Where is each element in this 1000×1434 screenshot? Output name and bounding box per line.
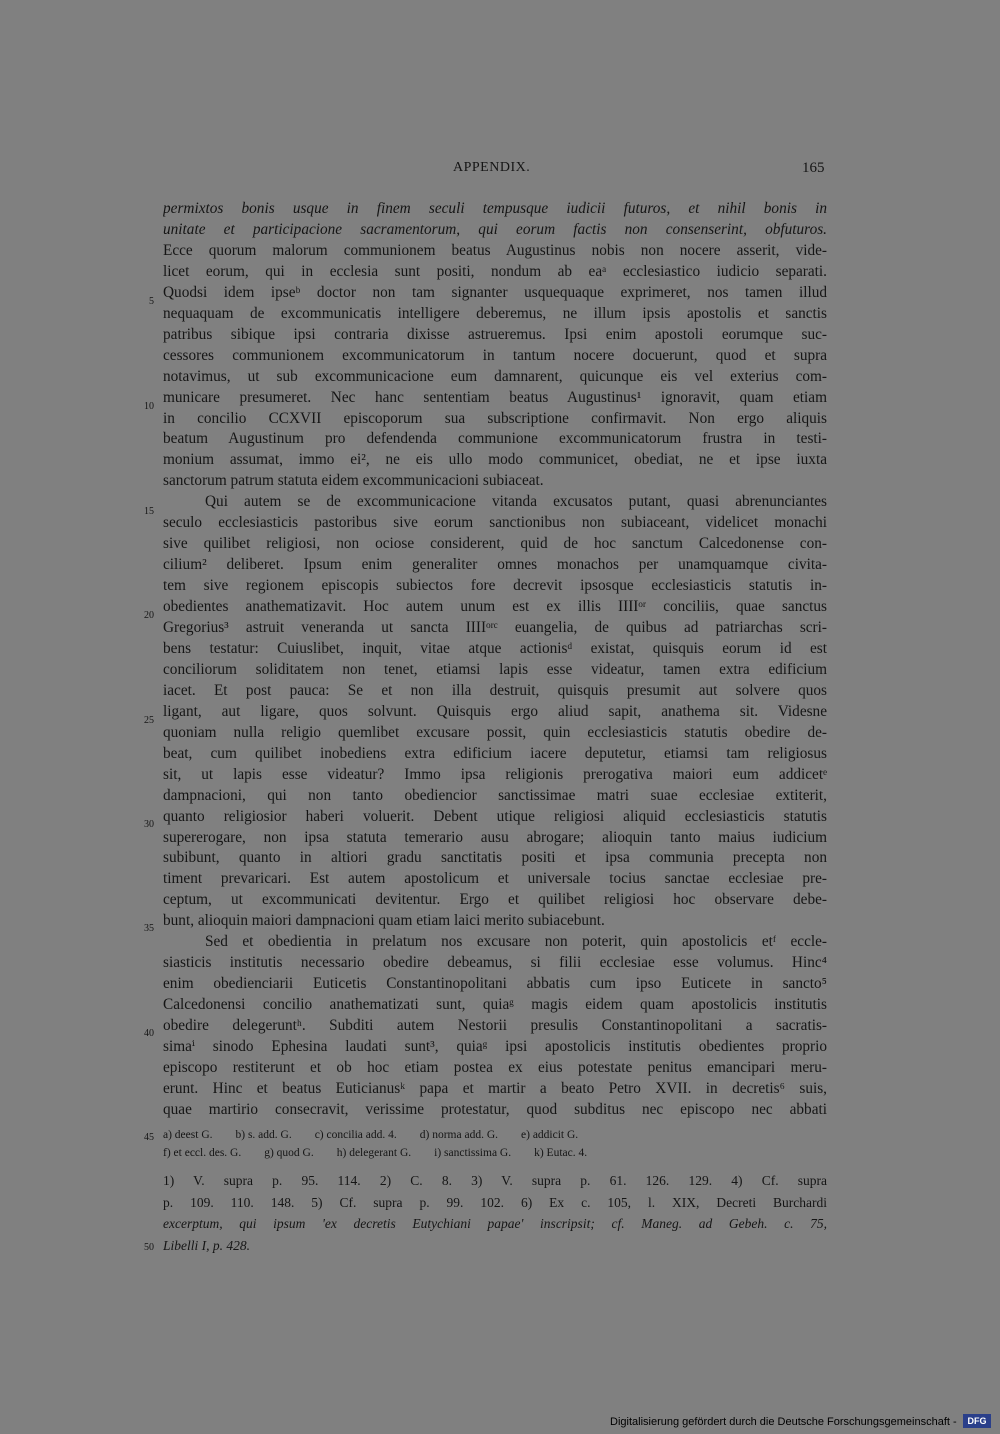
text-line: dampnacioni, qui non tanto obediencior sanctissimae matri suae ecclesiae extiterit, bbox=[163, 786, 827, 804]
line-number: 25 bbox=[144, 715, 154, 726]
text-line: patribus sibique ipsi contraria dixisse astrueremus. Ipsi enim apostoli eorumque suc- bbox=[163, 325, 827, 343]
text-line: Sed et obedientia in prelatum nos excusare non poterit, quin apostolicis etᶠ eccle- bbox=[205, 933, 827, 951]
text-line: beatum Augustinum pro defendenda communione excommunicatorum frustra in testi- bbox=[163, 430, 827, 448]
text-line: Qui autem se de excommunicacione vitanda excusatos putant, quasi abrenunciantes bbox=[205, 493, 827, 511]
text-line: obedientes anathematizavit. Hoc autem unum est ex illis IIIIᵒʳ conciliis, quae sanctus bbox=[163, 598, 827, 616]
text-line: quae martirio consecravit, verissime protestatur, quod subditus nec episcopo nec abbati bbox=[163, 1100, 827, 1118]
text-line: Ecce quorum malorum communionem beatus Augustinus nobis non nocere asserit, vide- bbox=[163, 241, 827, 259]
text-line: sive quilibet religiosi, non ociose considerent, quid de hoc sanctum Calcedonense con- bbox=[163, 535, 827, 553]
dfg-logo: DFG bbox=[963, 1414, 991, 1428]
text-line: in concilio CCXVII episcoporum sua subscriptione confirmavit. Non ergo aliquis bbox=[163, 409, 827, 427]
footnote-line: excerptum, qui ipsum 'ex decretis Eutychiani papae' inscripsit; cf. Maneg. ad Gebeh. c. 75, bbox=[163, 1216, 827, 1231]
text-line: beat, cum quilibet inobediens extra edificium iacere deputetur, etiamsi tam religiosus bbox=[163, 744, 827, 762]
text-line: ligant, aut ligare, quos solvunt. Quisquis ergo aliud sapit, anathema sit. Videsne bbox=[163, 702, 827, 720]
text-line: monium assumat, immo ei², ne eis ullo modo communicet, obediat, ne et ipse iuxta bbox=[163, 451, 827, 469]
text-line: quoniam nulla religio quemlibet excusare possit, quin ecclesiasticis statutis obedire de- bbox=[163, 723, 827, 741]
line-number: 40 bbox=[144, 1028, 154, 1039]
footnote-line: p. 109. 110. 148. 5) Cf. supra p. 99. 102. 6) Ex c. 105, l. XIX, Decreti Burchardi bbox=[163, 1194, 827, 1210]
text-line: conciliorum soliditatem non tenet, etiamsi lapis esse videatur, tamen extra edificium bbox=[163, 660, 827, 678]
page-number: 165 bbox=[802, 160, 825, 176]
line-number: 15 bbox=[144, 506, 154, 517]
line-number: 35 bbox=[144, 923, 154, 934]
text-line: erunt. Hinc et beatus Euticianusᵏ papa et martir a beato Petro XVII. in decretis⁶ suis, bbox=[163, 1079, 827, 1097]
text-line: cilium² deliberet. Ipsum enim generaliter omnes monachos per unamquamque civita- bbox=[163, 556, 827, 574]
text-line: quanto religiosior haberi voluerit. Debent utique religiosi aliquid ecclesiasticis statutis bbox=[163, 807, 827, 825]
text-line: episcopo restiterunt et ob hoc etiam postea ex eius potestate penitus emancipari meru- bbox=[163, 1058, 827, 1076]
text-line: Quodsi idem ipseᵇ doctor non tam signanter usquequaque exprimeret, nos tamen illud bbox=[163, 283, 827, 301]
text-line: subibunt, quanto in altiori gradu sanctitatis positi et ipsa communia precepta non bbox=[163, 849, 827, 867]
text-line: permixtos bonis usque in finem seculi tempusque iudicii futuros, et nihil bonis in bbox=[163, 200, 827, 217]
text-line: licet eorum, qui in ecclesia sunt positi, nondum ab eaᵃ ecclesiastico iudicio separati. bbox=[163, 262, 827, 280]
text-line: notavimus, ut sub excommunicacione eum damnarent, quicunque eis vel exterius com- bbox=[163, 367, 827, 385]
footer-credit: Digitalisierung gefördert durch die Deutsche Forschungsgemeinschaft - bbox=[610, 1416, 957, 1428]
line-number: 30 bbox=[144, 819, 154, 830]
text-line: enim obedienciarii Euticetis Constantinopolitani abbatis cum ipso Euticete in sancto⁵ bbox=[163, 975, 827, 993]
text-line: municare presumeret. Nec hanc sententiam beatus Augustinus¹ ignoravit, quam etiam bbox=[163, 388, 827, 406]
text-line: iacet. Et post pauca: Se et non illa destruit, quisquis presumit aut solvere quos bbox=[163, 681, 827, 699]
text-line: obedire delegeruntʰ. Subditi autem Nestorii presulis Constantinopolitani a sacratis- bbox=[163, 1017, 827, 1035]
variant-note-line: f) et eccl. des. G. g) quod G. h) delegerant G. i) sanctissima G. k) Eutac. 4. bbox=[163, 1147, 588, 1159]
text-line: tem sive regionem episcopis subiectos fore decrevit ipsosque ecclesiasticis statutis in- bbox=[163, 577, 827, 595]
line-number: 20 bbox=[144, 610, 154, 621]
text-line: unitate et participacione sacramentorum, qui eorum factis non consenserint, obfuturos. bbox=[163, 220, 827, 238]
line-number: 50 bbox=[144, 1242, 154, 1253]
text-line: supererogare, non ipsa statuta temerario ausu abrogare; alioquin tanto maius iudicium bbox=[163, 828, 827, 846]
text-line: sit, ut lapis esse videatur? Immo ipsa religionis prerogativa maiori eum addicetᵉ bbox=[163, 765, 827, 783]
line-number: 45 bbox=[144, 1132, 154, 1143]
text-line: sanctorum patrum statuta eidem excommunicacioni subiaceat. bbox=[163, 472, 544, 490]
footnote-line: Libelli I, p. 428. bbox=[163, 1237, 250, 1253]
text-line: timent prevaricari. Est autem apostolicum et universale tocius sanctae ecclesiae pre- bbox=[163, 870, 827, 888]
text-line: bunt, alioquin maiori dampnacioni quam etiam laici merito subiacebunt. bbox=[163, 912, 605, 930]
text-line: bens testatur: Cuiuslibet, inquit, vitae atque actionisᵈ existat, quisquis eorum id est bbox=[163, 639, 827, 657]
variant-note-line: a) deest G. b) s. add. G. c) concilia add. 4. d) norma add. G. e) addicit G. bbox=[163, 1129, 579, 1141]
line-number: 5 bbox=[149, 296, 154, 307]
text-line: siasticis institutis necessario obedire debeamus, si filii ecclesiae esse volumus. Hinc⁴ bbox=[163, 954, 827, 972]
text-line: Gregorius³ astruit veneranda ut sancta IIIIᵒʳᶜ euangelia, de quibus ad patriarchas scri- bbox=[163, 619, 827, 636]
text-line: cessores communionem excommunicatorum in tantum nocere docuerunt, quod et supra bbox=[163, 346, 827, 364]
text-line: nequaquam de excommunicatis intelligere deberemus, ne illum ipsis apostolis et sanctis bbox=[163, 304, 827, 322]
line-number: 10 bbox=[144, 401, 154, 412]
footnote-line: 1) V. supra p. 95. 114. 2) C. 8. 3) V. supra p. 61. 126. 129. 4) Cf. supra bbox=[163, 1173, 827, 1188]
text-line: simaⁱ sinodo Ephesina laudati sunt³, quiaᵍ ipsi apostolicis institutis obedientes proprio bbox=[163, 1038, 827, 1055]
running-head: APPENDIX. bbox=[453, 160, 531, 175]
text-line: Calcedonensi concilio anathematizati sunt, quiaᵍ magis eidem quam apostolicis institutis bbox=[163, 996, 827, 1014]
text-line: seculo ecclesiasticis pastoribus sive eorum sanctionibus non subiaceant, videlicet monachi bbox=[163, 514, 827, 532]
text-line: ceptum, ut excommunicati devitentur. Ergo et quilibet religiosi hoc observare debe- bbox=[163, 891, 827, 909]
